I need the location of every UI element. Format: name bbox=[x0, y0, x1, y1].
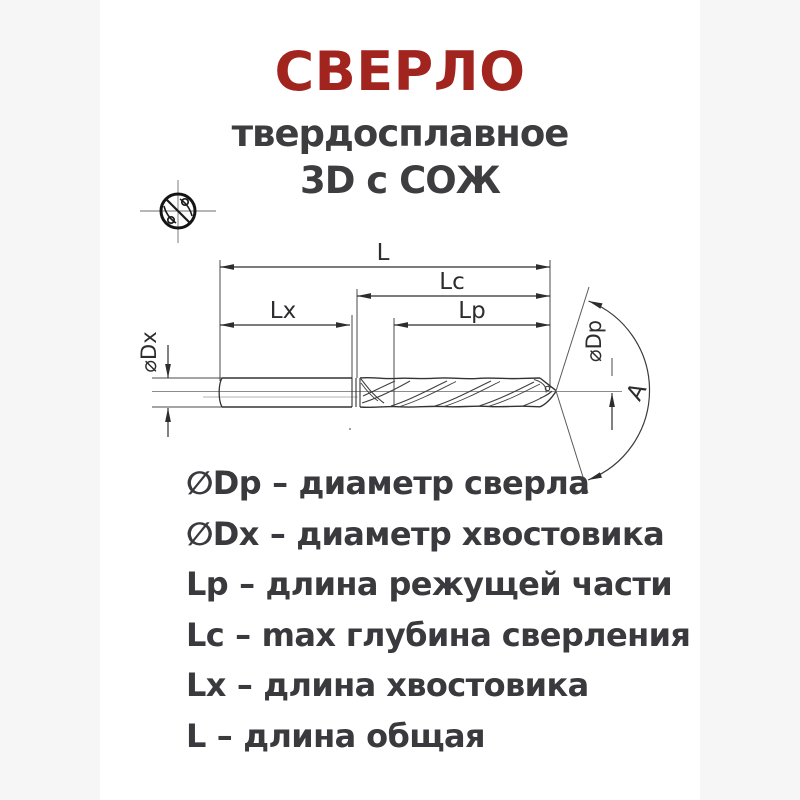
legend-term: Lp bbox=[186, 565, 229, 604]
legend-dash: – bbox=[236, 666, 253, 705]
legend-item-l bbox=[186, 711, 686, 762]
legend-item-lp bbox=[186, 559, 686, 610]
legend-description: диаметр сверла bbox=[298, 464, 590, 503]
legend-description: длина хвостовика bbox=[263, 666, 589, 705]
legend-term: Lx bbox=[186, 666, 226, 705]
legend-description: диаметр хвостовика bbox=[296, 514, 665, 553]
dimension-l bbox=[220, 240, 550, 267]
dimension-lc-label: Lc bbox=[439, 269, 465, 295]
dimension-a-label: A bbox=[621, 378, 653, 406]
dimension-lx-label: Lx bbox=[269, 298, 297, 324]
dimension-dx-label: ⌀Dx bbox=[137, 331, 161, 373]
extension-lines bbox=[152, 260, 550, 407]
legend-dash: – bbox=[269, 514, 286, 553]
dimension-lp bbox=[394, 298, 550, 325]
dimension-lx bbox=[220, 298, 350, 325]
legend-term: L bbox=[186, 716, 206, 755]
legend-term: ∅Dx bbox=[186, 514, 259, 553]
legend-item-lc bbox=[186, 610, 691, 661]
dimension-dp bbox=[582, 320, 612, 430]
legend-term: Lc bbox=[186, 615, 225, 654]
dimension-dp-label: ⌀Dp bbox=[582, 319, 606, 363]
dimension-l-label: L bbox=[376, 240, 390, 266]
legend-dash: – bbox=[272, 464, 288, 503]
legend-term: ∅Dp bbox=[186, 464, 262, 503]
cross-section-icon bbox=[140, 180, 216, 243]
dimension-lc bbox=[357, 269, 550, 296]
legend-description: длина общая bbox=[243, 716, 485, 755]
legend-item-lx bbox=[186, 660, 686, 711]
legend-item-dx bbox=[186, 509, 686, 560]
dimension-dx bbox=[137, 331, 168, 437]
legend-description: max глубина сверления bbox=[261, 615, 691, 654]
subtitle-line-2: 3D с СОЖ bbox=[299, 159, 501, 202]
subtitle-line-1: твердосплавное bbox=[231, 112, 569, 155]
dimension-lp-label: Lp bbox=[458, 298, 486, 324]
page-title: СВЕРЛО bbox=[274, 40, 526, 103]
drill-flutes bbox=[349, 379, 552, 430]
legend-dash: – bbox=[235, 615, 251, 654]
legend-dash: – bbox=[239, 565, 255, 604]
legend-item-dp bbox=[186, 458, 686, 509]
legend-description: длина режущей части bbox=[265, 565, 673, 604]
legend-dash: – bbox=[216, 716, 233, 755]
legend bbox=[186, 458, 691, 761]
